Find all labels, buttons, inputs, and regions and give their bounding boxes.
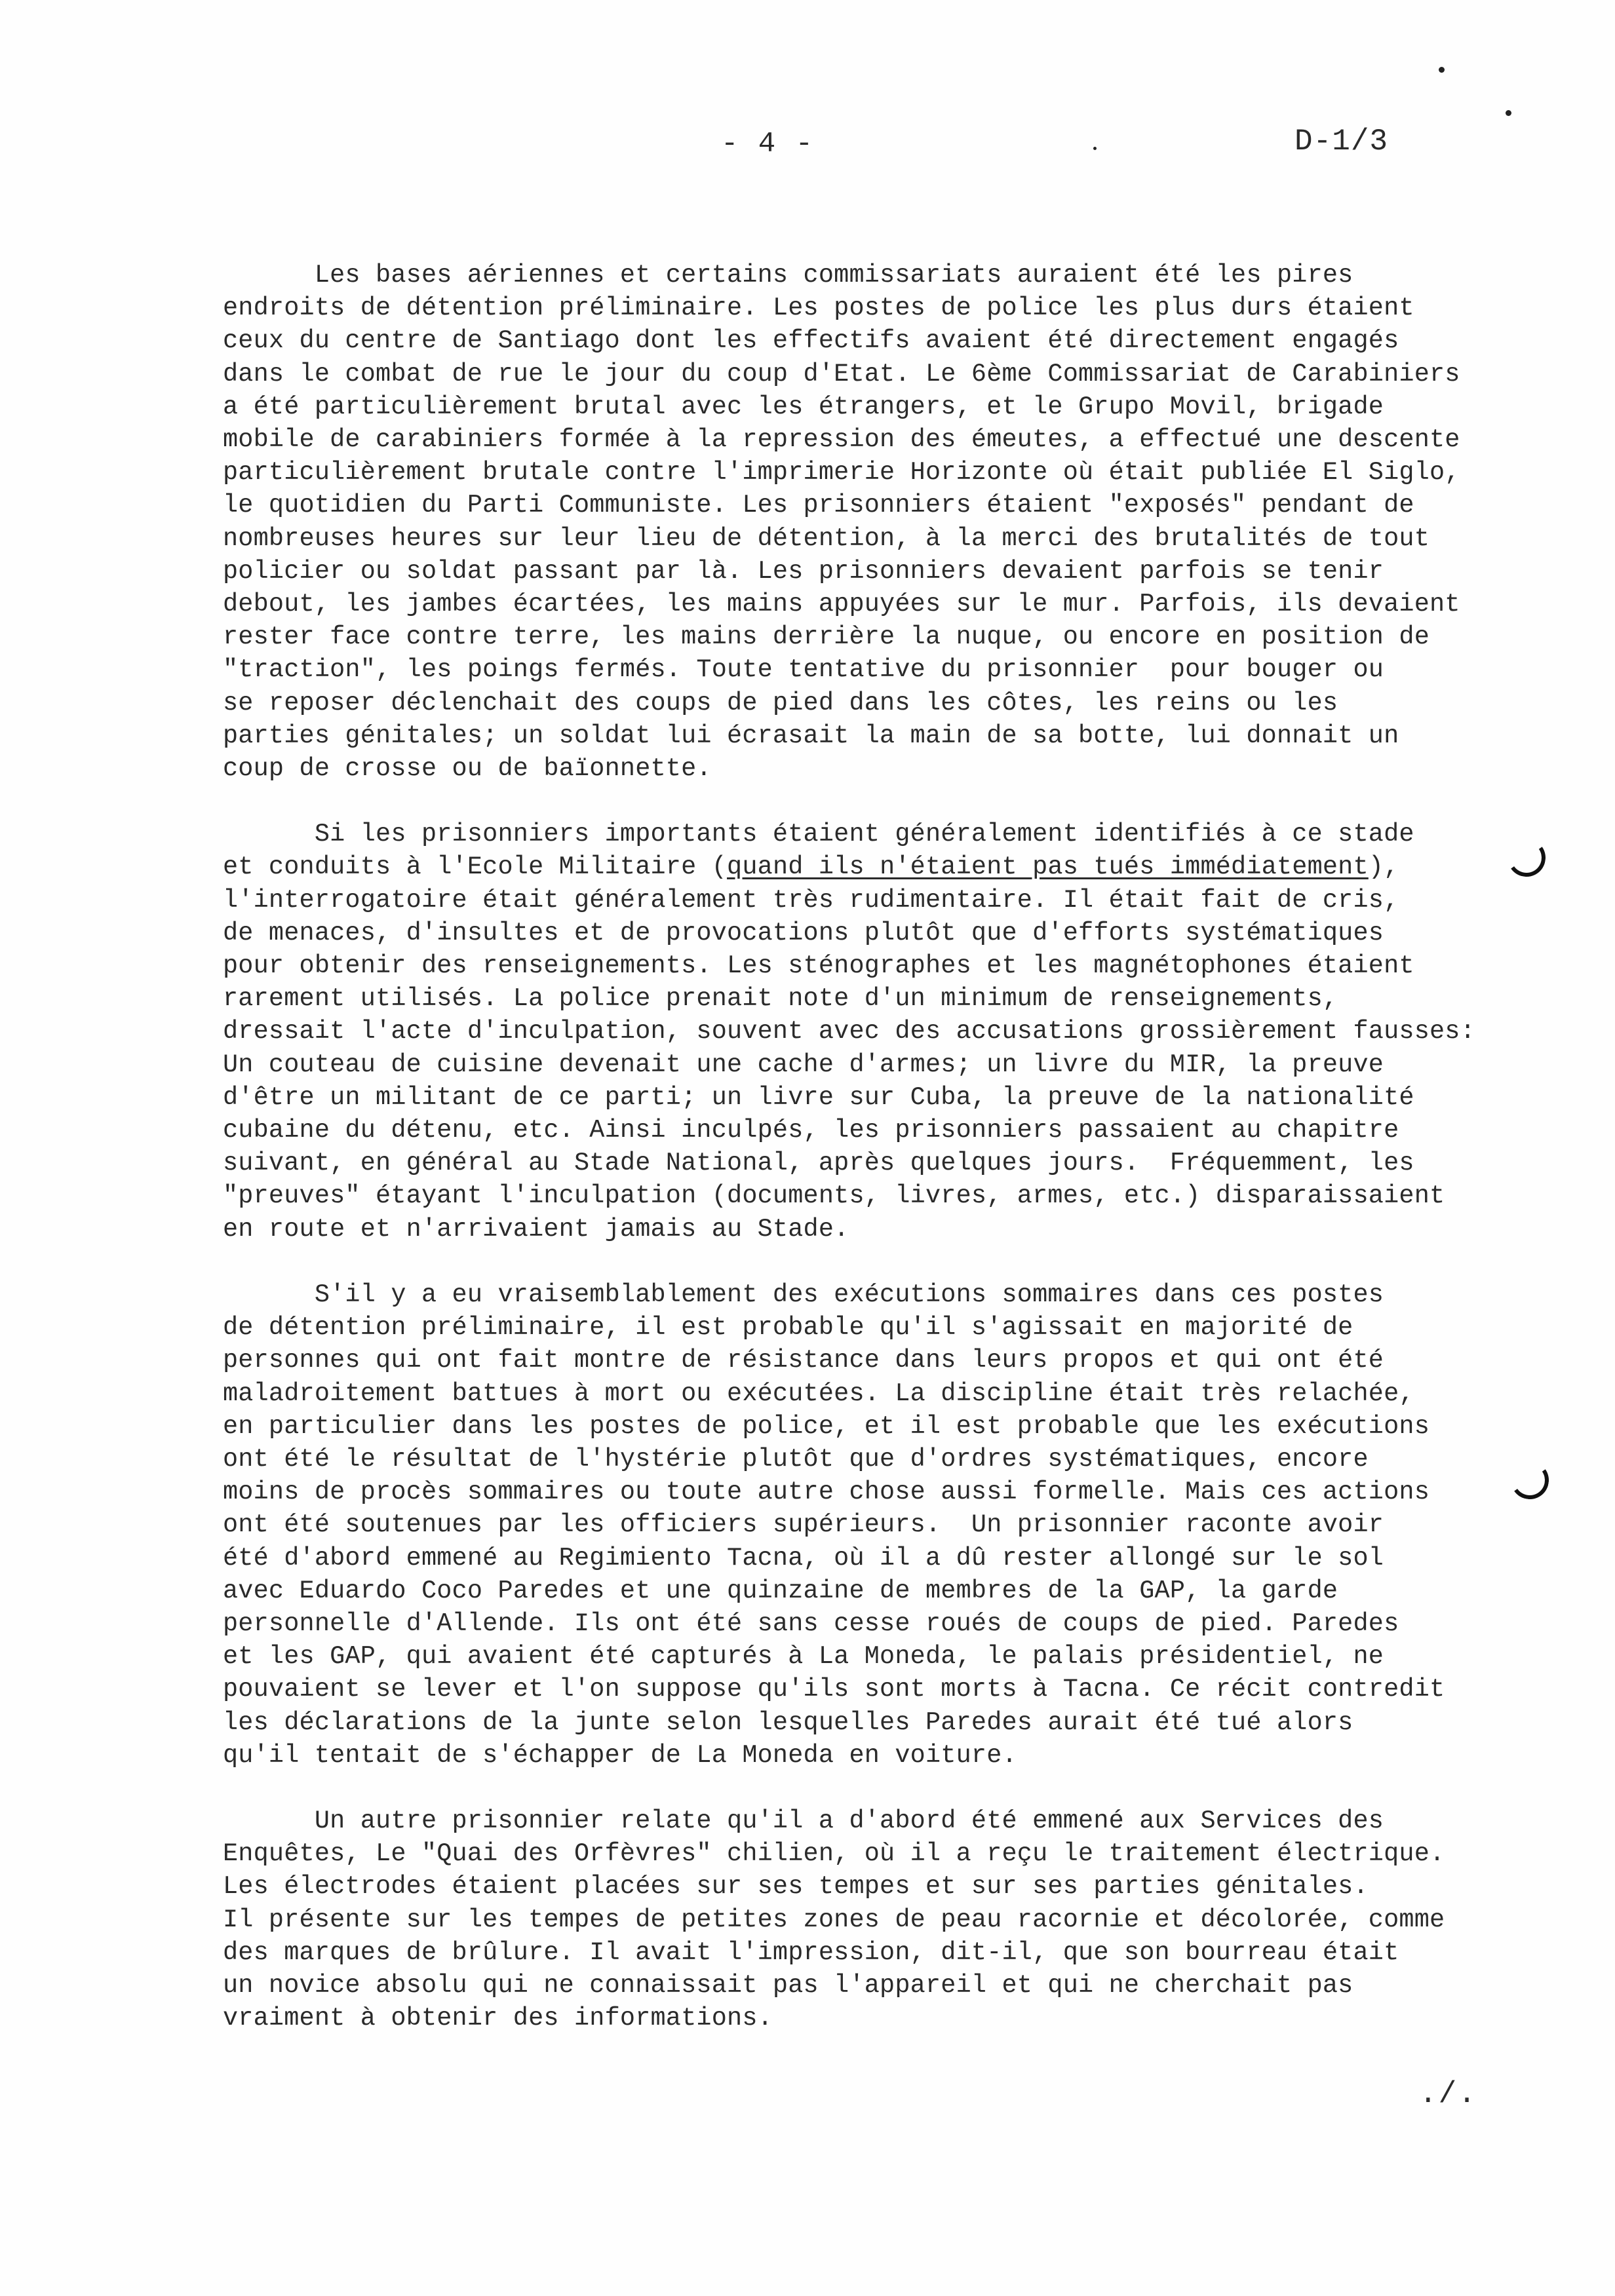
text-line: Enquêtes, Le "Quai des Orfèvres" chilien, où il a reçu le traitement électrique. xyxy=(223,1839,1445,1869)
text-line: se reposer déclenchait des coups de pied dans les côtes, les reins ou les xyxy=(223,688,1338,718)
scan-speck xyxy=(1506,110,1511,116)
text-line: les déclarations de la junte selon lesquelles Paredes aurait été tué alors xyxy=(223,1708,1353,1737)
text-line: vraiment à obtenir des informations. xyxy=(223,2004,773,2033)
paragraph-1 xyxy=(223,259,1547,785)
text-line: ceux du centre de Santiago dont les effectifs avaient été directement engagés xyxy=(223,326,1399,356)
text-line: des marques de brûlure. Il avait l'impression, dit-il, que son bourreau était xyxy=(223,1938,1399,1967)
text-line: avec Eduardo Coco Paredes et une quinzaine de membres de la GAP, la garde xyxy=(223,1576,1338,1605)
text-line: de détention préliminaire, il est probable qu'il s'agissait en majorité de xyxy=(223,1313,1353,1343)
text-line: Il présente sur les tempes de petites zones de peau racornie et décolorée, comme xyxy=(223,1905,1445,1934)
text-line: cubaine du détenu, etc. Ainsi inculpés, les prisonniers passaient au chapitre xyxy=(223,1116,1399,1145)
text-line: Si les prisonniers importants étaient généralement identifiés à ce stade xyxy=(223,820,1414,849)
text-line: Un couteau de cuisine devenait une cache d'armes; un livre du MIR, la preuve xyxy=(223,1050,1384,1079)
text-line: maladroitement battues à mort ou exécutées. La discipline était très relachée, xyxy=(223,1379,1414,1408)
paragraph-4 xyxy=(223,1805,1547,2035)
text-line: en route et n'arrivaient jamais au Stade. xyxy=(223,1214,849,1244)
text-line: été d'abord emmené au Regimiento Tacna, où il a dû rester allongé sur le sol xyxy=(223,1543,1384,1573)
text-line: rester face contre terre, les mains derrière la nuque, ou encore en position de xyxy=(223,622,1430,652)
text-line: ont été soutenues par les officiers supérieurs. Un prisonnier raconte avoir xyxy=(223,1510,1384,1540)
text-line: S'il y a eu vraisemblablement des exécutions sommaires dans ces postes xyxy=(223,1280,1384,1309)
text-line: parties génitales; un soldat lui écrasait la main de sa botte, lui donnait un xyxy=(223,721,1399,750)
scan-speck xyxy=(1439,67,1445,73)
text-line: endroits de détention préliminaire. Les postes de police les plus durs étaient xyxy=(223,294,1414,323)
text-line: a été particulièrement brutal avec les étrangers, et le Grupo Movil, brigade xyxy=(223,392,1384,421)
page-number: - 4 - xyxy=(721,128,815,161)
text-line: Les électrodes étaient placées sur ses tempes et sur ses parties génitales. xyxy=(223,1872,1369,1902)
text-line: le quotidien du Parti Communiste. Les prisonniers étaient "exposés" pendant de xyxy=(223,491,1414,520)
text-line: l'interrogatoire était généralement très rudimentaire. Il était fait de cris, xyxy=(223,885,1399,915)
text-line: debout, les jambes écartées, les mains appuyées sur le mur. Parfois, ils devaient xyxy=(223,590,1460,619)
text-line: ont été le résultat de l'hystérie plutôt que d'ordres systématiques, encore xyxy=(223,1444,1369,1474)
document-reference: D-1/3 xyxy=(1294,124,1389,159)
text-line: "traction", les poings fermés. Toute tentative du prisonnier pour bouger ou xyxy=(223,655,1384,685)
text-line: un novice absolu qui ne connaissait pas l'appareil et qui ne cherchait pas xyxy=(223,1970,1353,2000)
paragraph-3 xyxy=(223,1278,1547,1772)
text-line: et les GAP, qui avaient été capturés à La Moneda, le palais présidentiel, ne xyxy=(223,1642,1384,1672)
body-text xyxy=(223,259,1547,2067)
text-line: rarement utilisés. La police prenait note d'un minimum de renseignements, xyxy=(223,984,1338,1014)
text-line: Les bases aériennes et certains commissariats auraient été les pires xyxy=(223,261,1353,290)
text-line: qu'il tentait de s'échapper de La Moneda en voiture. xyxy=(223,1740,1017,1770)
text-line: suivant, en général au Stade National, après quelques jours. Fréquemment, les xyxy=(223,1149,1414,1178)
text-line: particulièrement brutale contre l'imprimerie Horizonte où était publiée El Siglo, xyxy=(223,458,1460,488)
text-line: dans le combat de rue le jour du coup d'Etat. Le 6ème Commissariat de Carabiniers xyxy=(223,359,1460,389)
text-line xyxy=(223,851,1547,883)
text-line: mobile de carabiniers formée à la repression des émeutes, a effectué une descente xyxy=(223,425,1460,455)
text-line: dressait l'acte d'inculpation, souvent avec des accusations grossièrement fausses: xyxy=(223,1017,1475,1046)
text-segment: ), xyxy=(1368,852,1399,882)
scan-speck xyxy=(1093,147,1097,150)
text-line: personnes qui ont fait montre de résistance dans leurs propos et qui ont été xyxy=(223,1346,1384,1375)
text-line: nombreuses heures sur leur lieu de détention, à la merci des brutalités de tout xyxy=(223,524,1430,553)
text-segment: et conduits à l'Ecole Militaire ( xyxy=(223,852,728,882)
text-line: "preuves" étayant l'inculpation (documents, livres, armes, etc.) disparaissaient xyxy=(223,1181,1445,1211)
text-line: d'être un militant de ce parti; un livre sur Cuba, la preuve de la nationalité xyxy=(223,1082,1414,1112)
continuation-mark: ./. xyxy=(1419,2077,1477,2111)
text-line: policier ou soldat passant par là. Les prisonniers devaient parfois se tenir xyxy=(223,556,1384,586)
text-line: moins de procès sommaires ou toute autre chose aussi formelle. Mais ces actions xyxy=(223,1478,1430,1507)
text-line: pour obtenir des renseignements. Les sténographes et les magnétophones étaient xyxy=(223,951,1414,981)
text-line: en particulier dans les postes de police, et il est probable que les exécutions xyxy=(223,1411,1430,1441)
paragraph-2 xyxy=(223,818,1547,1246)
text-line: pouvaient se lever et l'on suppose qu'ils sont morts à Tacna. Ce récit contredit xyxy=(223,1675,1445,1704)
text-line: personnelle d'Allende. Ils ont été sans cesse roués de coups de pied. Paredes xyxy=(223,1609,1399,1638)
text-line: Un autre prisonnier relate qu'il a d'abord été emmené aux Services des xyxy=(223,1806,1384,1835)
underlined-phrase: quand ils n'étaient pas tués immédiatement xyxy=(727,852,1369,882)
text-line: coup de crosse ou de baïonnette. xyxy=(223,754,712,784)
text-line: de menaces, d'insultes et de provocations plutôt que d'efforts systématiques xyxy=(223,918,1384,947)
